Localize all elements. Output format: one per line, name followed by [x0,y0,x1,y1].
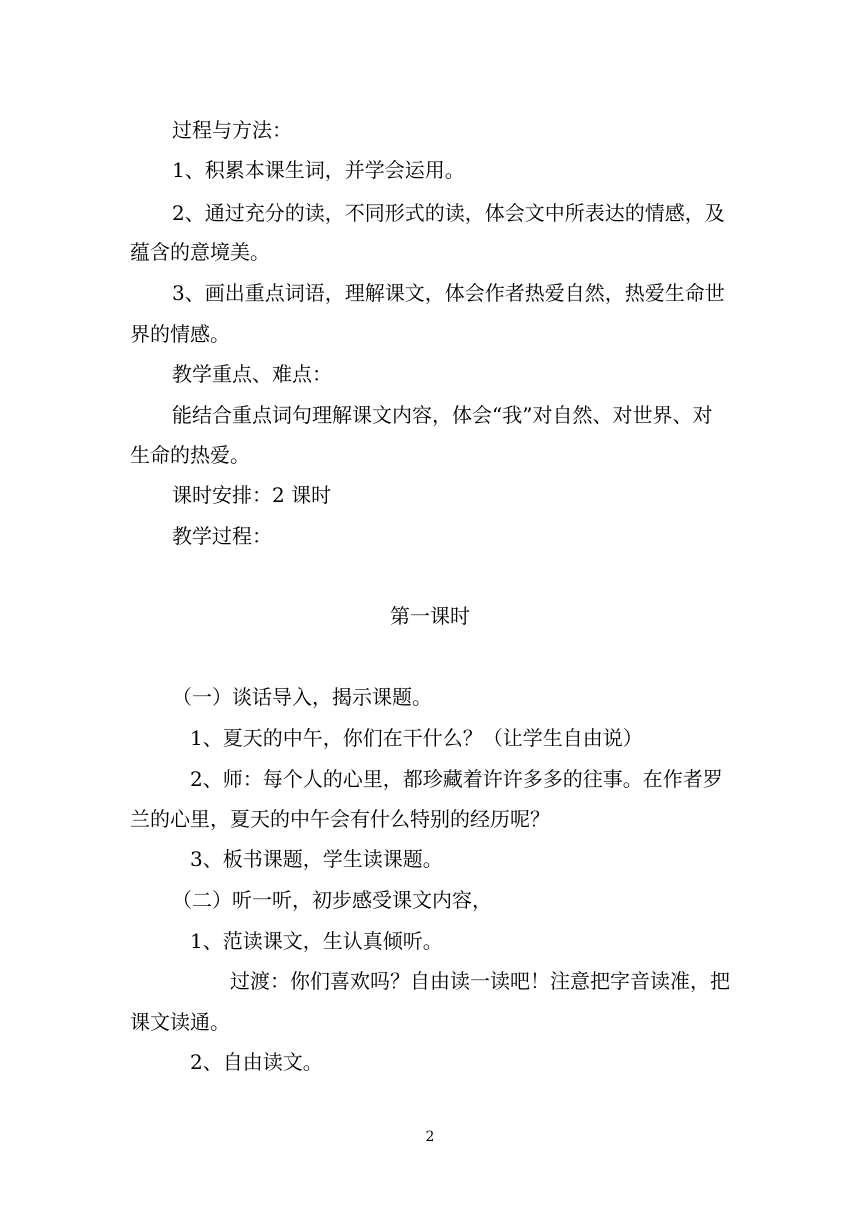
page-number: 2 [425,1129,435,1145]
text-line: 2、通过充分的读，不同形式的读，体会文中所表达的情感，及 [172,201,725,225]
text-line: 3、板书课题，学生读课题。 [190,847,443,871]
text-line: 蕴含的意境美。 [130,240,270,264]
section-heading: 教学过程： [172,524,272,548]
text-line: 1、夏天的中午，你们在干什么？（让学生自由说） [190,726,643,750]
text-line: 1、范读课文，生认真倾听。 [190,929,443,953]
text-line: 兰的心里，夏天的中午会有什么特别的经历呢？ [130,807,550,831]
text-line: 过渡：你们喜欢吗？自由读一读吧！注意把字音读准，把 [230,969,730,993]
text-line: 生命的热爱。 [130,443,250,467]
text-line: 能结合重点词句理解课文内容，体会“我”对自然、对世界、对 [172,403,713,427]
text-line: 课文读通。 [130,1010,230,1034]
section-heading: （一）谈话导入，揭示课题。 [172,685,432,709]
text-line: 2、自由读文。 [190,1050,323,1074]
text-line: 课时安排：2 课时 [172,483,332,507]
section-heading: 教学重点、难点： [172,362,332,386]
lesson-title: 第一课时 [390,604,470,628]
text-line: 1、积累本课生词，并学会运用。 [172,158,465,182]
text-line: 3、画出重点词语，理解课文，体会作者热爱自然，热爱生命世 [172,281,725,305]
text-line: 2、师：每个人的心里，都珍藏着许许多多的往事。在作者罗 [190,767,723,791]
section-heading: （二）听一听，初步感受课文内容， [172,888,492,912]
text-line: 过程与方法： [172,118,292,142]
text-line: 界的情感。 [130,322,230,346]
